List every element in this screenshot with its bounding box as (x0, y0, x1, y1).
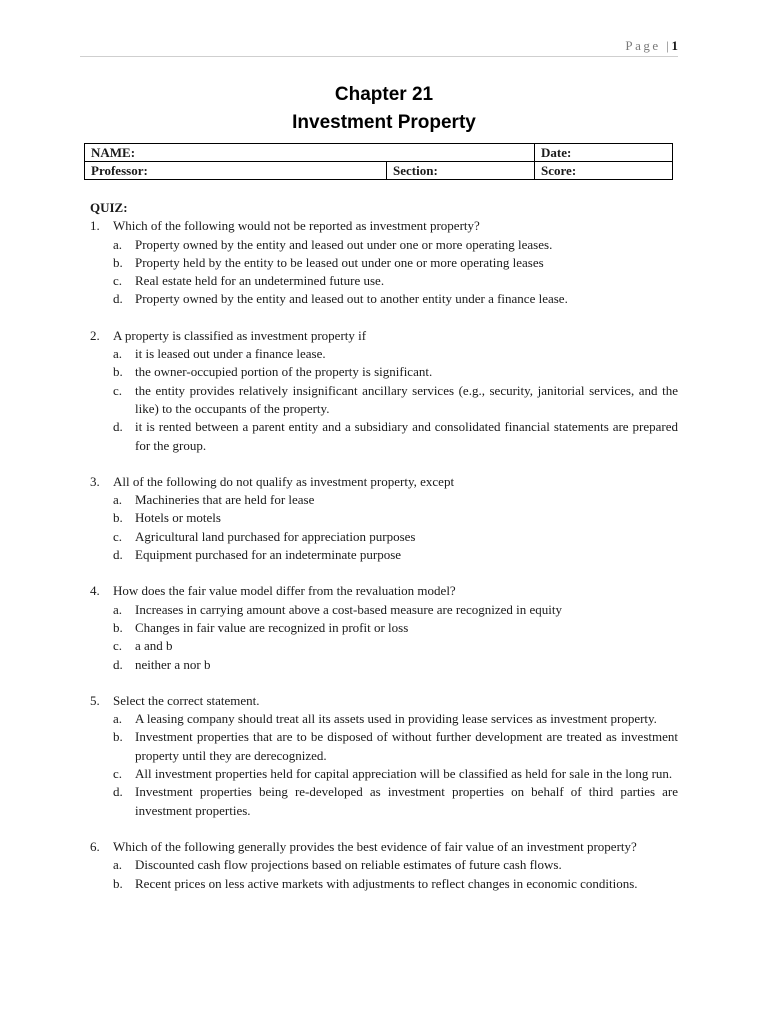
option-letter: a. (113, 711, 123, 727)
option-letter: c. (113, 528, 123, 544)
page-label: Page | (625, 38, 672, 53)
option-letter: b. (113, 364, 123, 380)
info-row-2 (85, 162, 673, 180)
option-letter: b. (113, 254, 123, 270)
option-text: it is leased out under a finance lease. (135, 346, 326, 362)
question-item (90, 838, 678, 893)
answer-option (113, 619, 678, 637)
option-letter: d. (113, 419, 123, 435)
question-number: 6. (90, 838, 100, 854)
info-row-1 (85, 144, 673, 162)
question-item (90, 473, 678, 564)
score-field: Score: (535, 162, 673, 180)
option-letter: a. (113, 346, 123, 362)
question-line (90, 327, 678, 345)
student-info-table (84, 143, 673, 180)
option-text: Discounted cash flow projections based on reliable estimates of future cash flows. (135, 857, 562, 873)
option-text: Recent prices on less active markets with adjustments to reflect changes in economic conditions. (135, 875, 638, 891)
page-header (80, 38, 678, 54)
option-letter: c. (113, 638, 123, 654)
question-text: Which of the following generally provides the best evidence of fair value of an investment property? (113, 838, 637, 854)
option-text: All investment properties held for capital appreciation will be classified as held for sale in the long run. (135, 766, 673, 782)
option-text: Investment properties being re-developed as investment properties on behalf of third parties are investment properties. (135, 784, 678, 818)
option-letter: d. (113, 656, 123, 672)
answer-option (113, 765, 678, 783)
option-letter: d. (113, 547, 123, 563)
answer-option (113, 382, 678, 419)
option-letter: c. (113, 766, 123, 782)
answer-option (113, 783, 678, 820)
option-letter: a. (113, 492, 123, 508)
question-item (90, 327, 678, 455)
answer-option (113, 509, 678, 527)
answer-option (113, 656, 678, 674)
option-letter: b. (113, 729, 123, 745)
question-list (90, 217, 678, 893)
answer-option (113, 528, 678, 546)
option-text: Property held by the entity to be leased out under one or more operating leases (135, 254, 544, 270)
question-number: 1. (90, 218, 100, 234)
option-letter: b. (113, 875, 123, 891)
option-text: Changes in fair value are recognized in profit or loss (135, 619, 409, 635)
answer-option (113, 254, 678, 272)
question-item (90, 692, 678, 820)
option-text: Increases in carrying amount above a cost-based measure are recognized in equity (135, 601, 563, 617)
section-field: Section: (387, 162, 535, 180)
option-letter: a. (113, 236, 123, 252)
option-text: the owner-occupied portion of the property is significant. (135, 364, 433, 380)
question-text: A property is classified as investment property if (113, 327, 367, 343)
option-letter: a. (113, 601, 123, 617)
option-letter: b. (113, 510, 123, 526)
option-text: Real estate held for an undetermined future use. (135, 273, 385, 289)
quiz-content (90, 199, 678, 911)
question-text: Which of the following would not be reported as investment property? (113, 218, 480, 234)
option-text: A leasing company should treat all its assets used in providing lease services as investment property. (135, 711, 657, 727)
option-text: Hotels or motels (135, 510, 221, 526)
option-text: Machineries that are held for lease (135, 492, 315, 508)
option-letter: d. (113, 291, 123, 307)
option-letter: a. (113, 857, 123, 873)
question-number: 5. (90, 692, 100, 708)
name-field: NAME: (85, 144, 535, 162)
subject-title: Investment Property (292, 112, 476, 133)
answer-option (113, 236, 678, 254)
option-text: it is rented between a parent entity and a subsidiary and consolidated financial statements are prepared for the group. (135, 419, 678, 453)
option-text: Agricultural land purchased for appreciation purposes (135, 528, 416, 544)
option-text: Equipment purchased for an indeterminate purpose (135, 547, 402, 563)
question-text: Select the correct statement. (113, 692, 260, 708)
question-line (90, 582, 678, 600)
chapter-title: Chapter 21 (334, 84, 434, 105)
answer-option (113, 875, 678, 893)
answer-option (113, 418, 678, 455)
option-text: neither a nor b (135, 656, 211, 672)
question-line (90, 692, 678, 710)
answer-option (113, 546, 678, 564)
quiz-label: QUIZ: (90, 200, 128, 215)
answer-option (113, 345, 678, 363)
question-line (90, 838, 678, 856)
option-text: a and b (135, 638, 173, 654)
answer-option (113, 728, 678, 765)
option-letter: b. (113, 619, 123, 635)
answer-option (113, 637, 678, 655)
question-item (90, 217, 678, 308)
professor-field: Professor: (85, 162, 387, 180)
question-text: How does the fair value model differ from the revaluation model? (113, 583, 456, 599)
option-text: Property owned by the entity and leased out to another entity under a finance lease. (135, 291, 568, 307)
page-number: 1 (671, 38, 678, 53)
answer-option (113, 290, 678, 308)
header-divider (80, 56, 678, 57)
question-number: 4. (90, 583, 100, 599)
question-number: 2. (90, 327, 100, 343)
option-text: the entity provides relatively insignificant ancillary services (e.g., security, janitorial services, and the like) to the occupants of the property. (135, 382, 678, 416)
date-field: Date: (535, 144, 673, 162)
answer-option (113, 363, 678, 381)
question-item (90, 582, 678, 673)
answer-option (113, 272, 678, 290)
question-text: All of the following do not qualify as investment property, except (113, 473, 455, 489)
option-letter: d. (113, 784, 123, 800)
option-letter: c. (113, 382, 123, 398)
answer-option (113, 856, 678, 874)
answer-option (113, 491, 678, 509)
answer-option (113, 710, 678, 728)
option-letter: c. (113, 273, 123, 289)
option-text: Investment properties that are to be disposed of without further development are treated as investment property until they are derecognized. (135, 729, 678, 763)
option-text: Property owned by the entity and leased out under one or more operating leases. (135, 236, 553, 252)
question-line (90, 473, 678, 491)
question-number: 3. (90, 473, 100, 489)
question-line (90, 217, 678, 235)
answer-option (113, 601, 678, 619)
